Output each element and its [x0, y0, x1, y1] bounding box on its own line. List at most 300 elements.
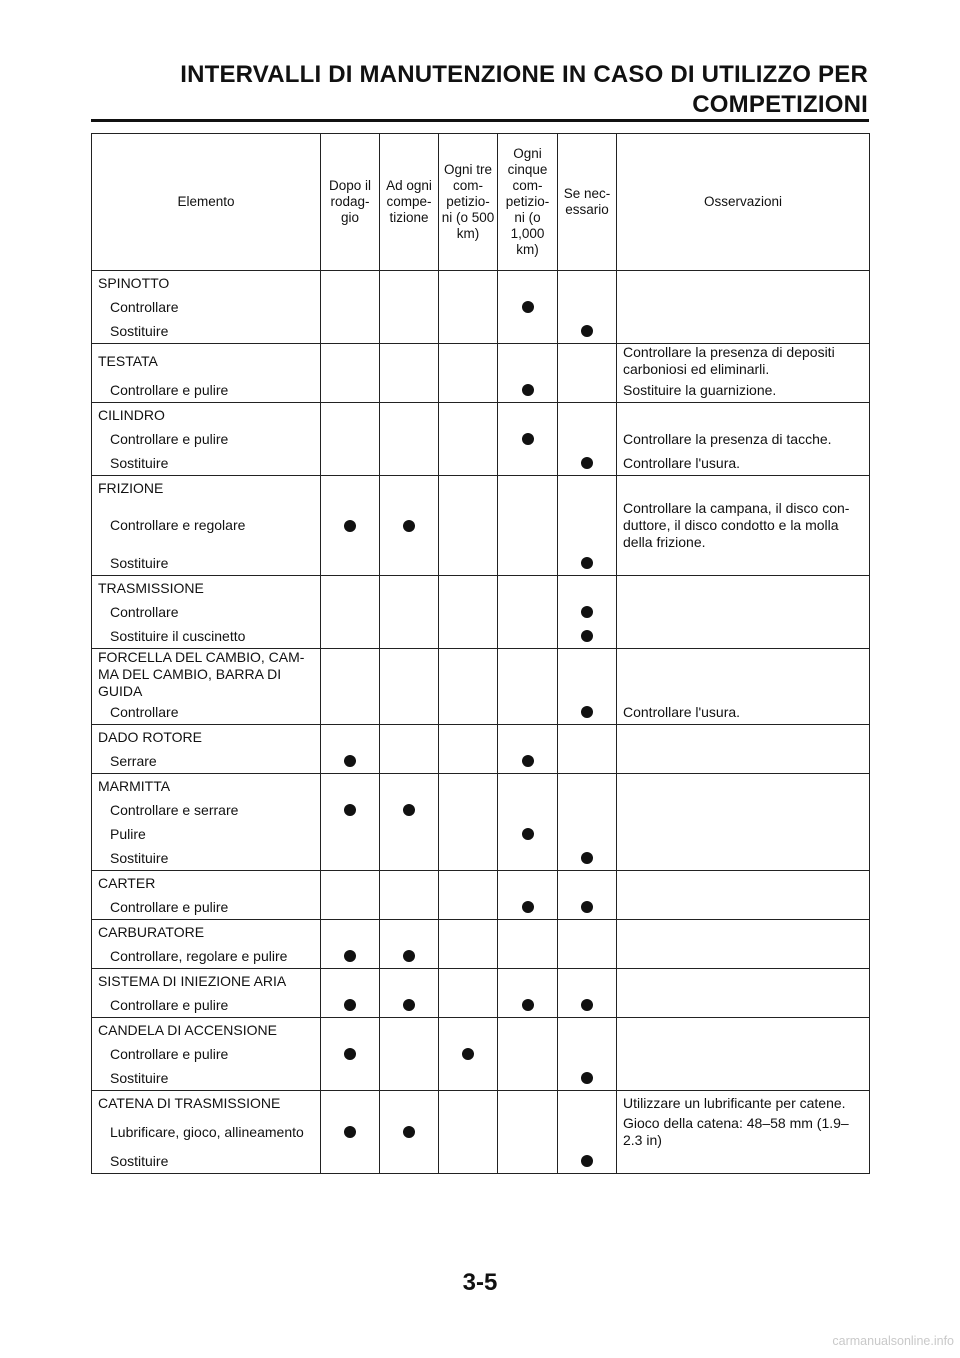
check-cell [321, 319, 380, 344]
check-cell [439, 822, 498, 846]
check-cell [498, 944, 558, 969]
page-number: 3-5 [462, 1269, 498, 1296]
check-cell [439, 600, 498, 624]
check-dot-icon [462, 1048, 474, 1060]
check-cell [498, 576, 558, 601]
check-cell [380, 1115, 439, 1149]
check-cell [498, 798, 558, 822]
check-cell [439, 1149, 498, 1174]
table-row [92, 846, 870, 871]
check-cell [321, 624, 380, 649]
check-cell [321, 600, 380, 624]
check-cell [439, 476, 498, 501]
check-cell [498, 774, 558, 799]
check-cell [439, 871, 498, 896]
check-cell [498, 700, 558, 725]
row-label: Sostituire [92, 451, 321, 476]
check-cell [498, 1149, 558, 1174]
check-cell [558, 649, 617, 701]
table-row [92, 1018, 870, 1043]
check-cell [558, 944, 617, 969]
check-cell [380, 920, 439, 945]
check-cell [558, 295, 617, 319]
check-cell [439, 846, 498, 871]
check-cell [380, 822, 439, 846]
check-cell [498, 451, 558, 476]
check-cell [558, 822, 617, 846]
check-cell [380, 600, 439, 624]
row-note: Controllare l'usura. [617, 451, 870, 476]
check-cell [321, 1091, 380, 1116]
check-cell [380, 725, 439, 750]
row-note [617, 822, 870, 846]
table-row [92, 774, 870, 799]
row-label: Controllare e serrare [92, 798, 321, 822]
check-cell [558, 271, 617, 296]
check-cell [498, 295, 558, 319]
check-cell [321, 700, 380, 725]
check-cell [439, 1042, 498, 1066]
check-dot-icon [344, 520, 356, 532]
check-cell [439, 624, 498, 649]
check-dot-icon [344, 950, 356, 962]
check-cell [321, 798, 380, 822]
check-dot-icon [581, 325, 593, 337]
check-cell [439, 1115, 498, 1149]
check-dot-icon [581, 630, 593, 642]
row-label: Sostituire [92, 551, 321, 576]
check-dot-icon [403, 999, 415, 1011]
check-dot-icon [581, 606, 593, 618]
check-cell [498, 551, 558, 576]
check-cell [498, 344, 558, 379]
row-label: Controllare e pulire [92, 378, 321, 403]
check-cell [321, 551, 380, 576]
check-dot-icon [522, 901, 534, 913]
table-row [92, 725, 870, 750]
check-cell [439, 749, 498, 774]
check-cell [558, 427, 617, 451]
row-note: Controllare la campana, il disco con- duttore, il disco condotto e la molla della frizione. [617, 500, 870, 551]
group-note [617, 969, 870, 994]
row-label: Controllare [92, 700, 321, 725]
row-note: Controllare l'usura. [617, 700, 870, 725]
check-cell [321, 1115, 380, 1149]
check-cell [321, 500, 380, 551]
column-header: Dopo il rodag- gio [321, 134, 380, 271]
check-cell [321, 649, 380, 701]
check-cell [380, 476, 439, 501]
table-row [92, 295, 870, 319]
check-cell [439, 969, 498, 994]
check-cell [380, 500, 439, 551]
row-note [617, 295, 870, 319]
check-cell [558, 551, 617, 576]
check-cell [558, 344, 617, 379]
check-cell [558, 1149, 617, 1174]
check-cell [321, 895, 380, 920]
row-label: Controllare e pulire [92, 993, 321, 1018]
check-dot-icon [344, 1048, 356, 1060]
check-dot-icon [581, 901, 593, 913]
table-row [92, 871, 870, 896]
table-row [92, 600, 870, 624]
check-cell [498, 476, 558, 501]
check-cell [439, 551, 498, 576]
check-cell [498, 895, 558, 920]
check-dot-icon [403, 520, 415, 532]
check-cell [439, 798, 498, 822]
check-cell [380, 1091, 439, 1116]
group-note [617, 576, 870, 601]
table-row [92, 895, 870, 920]
table-row [92, 427, 870, 451]
table-row [92, 822, 870, 846]
check-cell [558, 576, 617, 601]
maintenance-table [91, 133, 870, 1174]
table-body [92, 271, 870, 1174]
table-row [92, 1115, 870, 1149]
check-cell [439, 344, 498, 379]
check-cell [321, 403, 380, 428]
check-dot-icon [522, 755, 534, 767]
check-cell [321, 969, 380, 994]
table-row [92, 1149, 870, 1174]
check-cell [558, 451, 617, 476]
check-cell [439, 1018, 498, 1043]
check-cell [558, 969, 617, 994]
check-cell [380, 295, 439, 319]
check-cell [498, 624, 558, 649]
row-note [617, 600, 870, 624]
row-note [617, 993, 870, 1018]
row-label: Sostituire il cuscinetto [92, 624, 321, 649]
check-cell [498, 871, 558, 896]
column-header: Ad ogni compe- tizione [380, 134, 439, 271]
check-cell [558, 871, 617, 896]
check-cell [321, 1018, 380, 1043]
check-cell [498, 378, 558, 403]
check-dot-icon [344, 1126, 356, 1138]
table-row [92, 378, 870, 403]
check-cell [558, 749, 617, 774]
group-name: FRIZIONE [92, 476, 321, 501]
row-note: Controllare la presenza di tacche. [617, 427, 870, 451]
check-cell [380, 344, 439, 379]
row-note [617, 624, 870, 649]
column-header: Ogni tre com- petizio- ni (o 500 km) [439, 134, 498, 271]
check-cell [380, 1149, 439, 1174]
check-cell [439, 271, 498, 296]
check-cell [439, 451, 498, 476]
check-cell [498, 993, 558, 1018]
check-cell [558, 993, 617, 1018]
check-cell [380, 451, 439, 476]
row-label: Serrare [92, 749, 321, 774]
check-cell [498, 822, 558, 846]
check-dot-icon [581, 457, 593, 469]
group-note [617, 774, 870, 799]
row-note [617, 1066, 870, 1091]
check-cell [439, 295, 498, 319]
group-note [617, 871, 870, 896]
row-label: Controllare, regolare e pulire [92, 944, 321, 969]
check-cell [439, 1091, 498, 1116]
table-header-row [92, 134, 870, 271]
check-cell [558, 895, 617, 920]
check-dot-icon [522, 301, 534, 313]
table-row [92, 798, 870, 822]
table-row [92, 344, 870, 379]
check-dot-icon [403, 950, 415, 962]
check-cell [498, 969, 558, 994]
check-cell [380, 1042, 439, 1066]
check-cell [558, 476, 617, 501]
check-cell [321, 476, 380, 501]
check-cell [498, 427, 558, 451]
check-cell [321, 427, 380, 451]
check-cell [380, 427, 439, 451]
group-note: Utilizzare un lubrificante per catene. [617, 1091, 870, 1116]
check-cell [558, 403, 617, 428]
check-cell [321, 749, 380, 774]
check-cell [498, 1066, 558, 1091]
check-dot-icon [522, 999, 534, 1011]
table-row [92, 993, 870, 1018]
check-cell [321, 846, 380, 871]
check-cell [321, 1149, 380, 1174]
check-cell [321, 993, 380, 1018]
check-cell [380, 993, 439, 1018]
group-name: CANDELA DI ACCENSIONE [92, 1018, 321, 1043]
group-name: SISTEMA DI INIEZIONE ARIA [92, 969, 321, 994]
check-cell [321, 774, 380, 799]
check-cell [439, 725, 498, 750]
check-cell [321, 378, 380, 403]
check-cell [380, 378, 439, 403]
check-cell [321, 1066, 380, 1091]
check-cell [439, 895, 498, 920]
table-row [92, 1042, 870, 1066]
check-cell [321, 944, 380, 969]
row-note [617, 895, 870, 920]
row-label: Lubrificare, gioco, allineamento [92, 1115, 321, 1149]
row-label: Sostituire [92, 1066, 321, 1091]
group-note [617, 1018, 870, 1043]
table-row [92, 749, 870, 774]
row-label: Controllare e pulire [92, 895, 321, 920]
check-cell [498, 403, 558, 428]
check-cell [558, 1091, 617, 1116]
check-cell [321, 920, 380, 945]
table-row [92, 476, 870, 501]
row-note: Sostituire la guarnizione. [617, 378, 870, 403]
title-rule [91, 119, 869, 122]
check-cell [498, 1091, 558, 1116]
check-dot-icon [581, 852, 593, 864]
check-cell [558, 319, 617, 344]
check-cell [321, 822, 380, 846]
check-cell [558, 624, 617, 649]
check-cell [439, 378, 498, 403]
check-dot-icon [344, 804, 356, 816]
check-cell [498, 319, 558, 344]
check-dot-icon [344, 999, 356, 1011]
column-header: Osservazioni [617, 134, 870, 271]
check-cell [558, 378, 617, 403]
group-name: CARBURATORE [92, 920, 321, 945]
table-row [92, 1091, 870, 1116]
check-cell [498, 725, 558, 750]
check-cell [558, 1042, 617, 1066]
check-cell [321, 576, 380, 601]
group-name: CATENA DI TRASMISSIONE [92, 1091, 321, 1116]
check-cell [498, 1018, 558, 1043]
column-header: Elemento [92, 134, 321, 271]
check-dot-icon [581, 1072, 593, 1084]
check-cell [558, 725, 617, 750]
check-cell [498, 846, 558, 871]
check-cell [439, 319, 498, 344]
table-row [92, 969, 870, 994]
column-header: Ogni cinque com- petizio- ni (o 1,000 km) [498, 134, 558, 271]
check-cell [380, 576, 439, 601]
check-cell [321, 1042, 380, 1066]
check-cell [558, 1018, 617, 1043]
check-dot-icon [581, 1155, 593, 1167]
check-cell [380, 271, 439, 296]
row-note [617, 1042, 870, 1066]
check-cell [439, 427, 498, 451]
table-row [92, 551, 870, 576]
table-row [92, 271, 870, 296]
table-row [92, 944, 870, 969]
check-cell [558, 600, 617, 624]
row-note [617, 944, 870, 969]
group-note: Controllare la presenza di depositi carboniosi ed eliminarli. [617, 344, 870, 379]
watermark: carmanualsonline.info [832, 1334, 954, 1348]
row-note: Gioco della catena: 48–58 mm (1.9– 2.3 in) [617, 1115, 870, 1149]
check-cell [380, 1066, 439, 1091]
check-cell [439, 649, 498, 701]
check-cell [498, 500, 558, 551]
check-cell [380, 871, 439, 896]
check-dot-icon [344, 755, 356, 767]
check-dot-icon [403, 804, 415, 816]
group-note [617, 649, 870, 701]
check-cell [558, 500, 617, 551]
check-cell [558, 1115, 617, 1149]
check-cell [380, 319, 439, 344]
check-cell [498, 1115, 558, 1149]
check-cell [380, 551, 439, 576]
table-row [92, 451, 870, 476]
check-cell [558, 1066, 617, 1091]
check-cell [439, 700, 498, 725]
row-label: Sostituire [92, 1149, 321, 1174]
check-cell [321, 295, 380, 319]
group-note [617, 725, 870, 750]
check-cell [439, 774, 498, 799]
check-dot-icon [581, 999, 593, 1011]
row-note [617, 1149, 870, 1174]
row-note [617, 749, 870, 774]
check-cell [439, 1066, 498, 1091]
check-cell [380, 403, 439, 428]
table-row [92, 649, 870, 701]
page-title-line2: COMPETIZIONI [692, 91, 868, 118]
group-note [617, 920, 870, 945]
check-cell [380, 624, 439, 649]
check-cell [498, 649, 558, 701]
check-cell [380, 798, 439, 822]
check-cell [380, 649, 439, 701]
check-cell [380, 749, 439, 774]
check-cell [380, 846, 439, 871]
row-label: Controllare e regolare [92, 500, 321, 551]
check-cell [439, 576, 498, 601]
check-cell [498, 920, 558, 945]
check-cell [498, 600, 558, 624]
row-note [617, 551, 870, 576]
check-cell [439, 993, 498, 1018]
row-label: Controllare e pulire [92, 1042, 321, 1066]
table-row [92, 319, 870, 344]
group-name: FORCELLA DEL CAMBIO, CAM- MA DEL CAMBIO, BARRA DI GUIDA [92, 649, 321, 701]
row-note [617, 798, 870, 822]
group-name: CILINDRO [92, 403, 321, 428]
check-dot-icon [522, 433, 534, 445]
check-cell [558, 846, 617, 871]
check-cell [380, 969, 439, 994]
check-cell [380, 944, 439, 969]
check-cell [380, 700, 439, 725]
row-label: Pulire [92, 822, 321, 846]
check-cell [558, 798, 617, 822]
check-cell [498, 749, 558, 774]
group-note [617, 403, 870, 428]
check-cell [321, 271, 380, 296]
column-header: Se nec- essario [558, 134, 617, 271]
check-cell [321, 725, 380, 750]
group-name: DADO ROTORE [92, 725, 321, 750]
check-dot-icon [522, 384, 534, 396]
row-label: Sostituire [92, 319, 321, 344]
check-dot-icon [403, 1126, 415, 1138]
check-cell [439, 944, 498, 969]
row-label: Sostituire [92, 846, 321, 871]
check-cell [321, 344, 380, 379]
row-label: Controllare [92, 600, 321, 624]
table-row [92, 576, 870, 601]
check-cell [498, 271, 558, 296]
check-cell [558, 774, 617, 799]
page-title-line1: INTERVALLI DI MANUTENZIONE IN CASO DI UTILIZZO PER [180, 61, 868, 88]
check-cell [439, 920, 498, 945]
table-row [92, 1066, 870, 1091]
table-row [92, 700, 870, 725]
group-note [617, 271, 870, 296]
table-row [92, 403, 870, 428]
check-cell [439, 403, 498, 428]
check-cell [558, 700, 617, 725]
check-dot-icon [522, 828, 534, 840]
group-name: TRASMISSIONE [92, 576, 321, 601]
row-label: Controllare [92, 295, 321, 319]
check-cell [380, 1018, 439, 1043]
check-cell [439, 500, 498, 551]
row-note [617, 319, 870, 344]
